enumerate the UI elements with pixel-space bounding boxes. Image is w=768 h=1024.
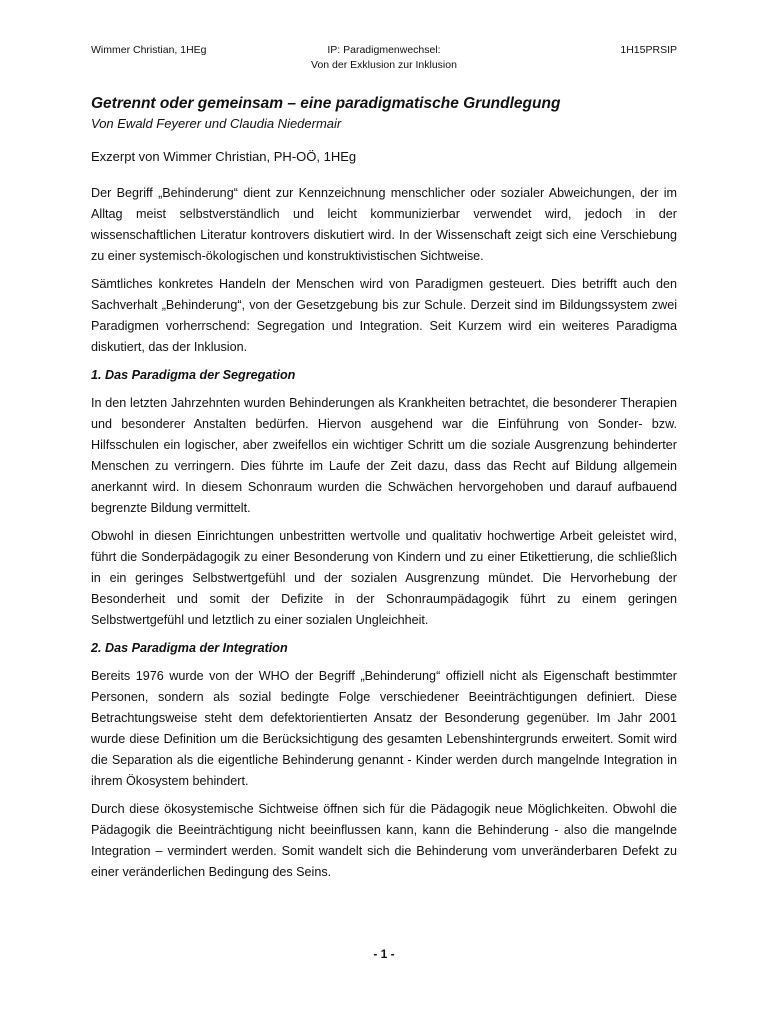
page-header (91, 43, 677, 73)
section-heading-segregation: 1. Das Paradigma der Segregation (91, 368, 296, 382)
header-author: Wimmer Christian, 1HEg (91, 44, 207, 56)
document-authors: Von Ewald Feyerer und Claudia Niedermair (91, 116, 342, 131)
header-course-title (241, 43, 527, 73)
intro-paragraph: Der Begriff „Behinderung“ dient zur Kennzeichnung menschlicher oder sozialer Abweichungen, der im Alltag meist selbstverständlich und leicht kommunizierbar verwendet wird, jedoch in der wissenschaftlichen Literatur kontrovers diskutiert wird. In der Wissenschaft zeigt sich eine Verschiebung zu einer systemisch-ökologischen und konstruktivistischen Sichtweise. (91, 186, 677, 263)
section-heading-integration: 2. Das Paradigma der Integration (91, 641, 288, 655)
header-course-line-1: IP: Paradigmenwechsel: (327, 44, 441, 56)
section-paragraph: Bereits 1976 wurde von der WHO der Begriff „Behinderung“ offiziell nicht als Eigenschaft bestimmter Personen, sondern als sozial bedingte Folge verschiedener Beeinträchtigungen definiert. Diese Betrachtungsweise steht dem defektorientierten Ansatz der Besonderung gegenüber. Im Jahr 2001 wurde diese Definition um die Berücksichtigung des gesamten Lebenshintergrunds erweitert. Somit wird die Separation als die eigentliche Behinderung genannt - Kinder werden durch mangelnde Integration in ihrem Ökosystem behindert. (91, 669, 677, 788)
header-course-line-2: Von der Exklusion zur Inklusion (311, 59, 457, 71)
document-body (91, 93, 677, 890)
section-paragraph: In den letzten Jahrzehnten wurden Behinderungen als Krankheiten betrachtet, die besonderer Therapien und besonderer Anstalten bedürfen. Hiervon ausgehend war die Einführung von Sonder- bzw. Hilfsschulen ein logischer, aber zweifellos ein wichtiger Schritt um die soziale Ausgrenzung behinderter Menschen zu verringern. Dies führte im Laufe der Zeit dazu, dass das Recht auf Bildung allgemein anerkannt wird. In diesem Schonraum wurden die Schwächen hervorgehoben und darauf aufbauend begrenzte Bildung vermittelt. (91, 396, 677, 515)
header-course-code: 1H15PRSIP (620, 44, 677, 56)
section-paragraph: Obwohl in diesen Einrichtungen unbestritten wertvolle und qualitativ hochwertige Arbeit geleistet wird, führt die Sonderpädagogik zu einer Besonderung von Kindern und zu einer Etikettierung, die schließlich in ein geringes Selbstwertgefühl und der sozialen Ausgrenzung mündet. Die Hervorhebung der Besonderheit und somit der Defizite in der Schonraumpädagogik führt zu einem geringen Selbstwertgefühl und letztlich zu einer sozialen Ungleichheit. (91, 529, 677, 627)
page-number: - 1 - (373, 947, 395, 961)
excerpt-note: Exzerpt von Wimmer Christian, PH-OÖ, 1HEg (91, 149, 357, 164)
section-paragraph: Durch diese ökosystemische Sichtweise öffnen sich für die Pädagogik neue Möglichkeiten. Obwohl die Pädagogik die Beeinträchtigung nicht beeinflussen kann, kann die Behinderung - also die mangelnde Integration – vermindert werden. Somit wandelt sich die Behinderung vom unveränderbaren Defekt zu einer veränderlichen Bedingung des Seins. (91, 802, 677, 879)
intro-paragraph: Sämtliches konkretes Handeln der Menschen wird von Paradigmen gesteuert. Dies betrifft auch den Sachverhalt „Behinderung“, von der Gesetzgebung bis zur Schule. Derzeit sind im Bildungssystem zwei Paradigmen vorherrschend: Segregation und Integration. Seit Kurzem wird ein weiteres Paradigma diskutiert, das der Inklusion. (91, 277, 677, 354)
document-title: Getrennt oder gemeinsam – eine paradigmatische Grundlegung (91, 95, 561, 112)
